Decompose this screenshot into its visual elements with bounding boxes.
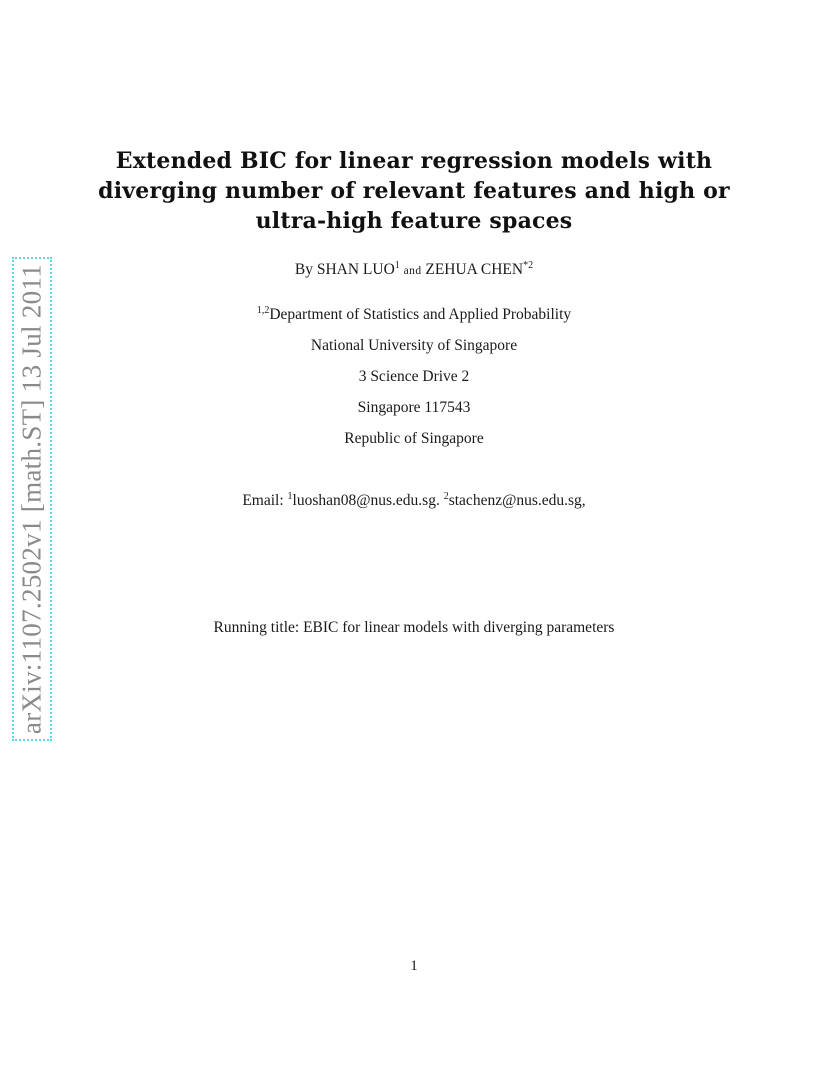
author-1-name: SHAN LUO	[316, 261, 395, 278]
author-line	[0, 260, 828, 281]
affiliation-university: National University of Singapore	[310, 337, 518, 354]
and-label: and	[403, 265, 422, 277]
title-line-1: Extended BIC for linear regression models with	[115, 148, 713, 174]
email-2-address: stachenz@nus.edu.sg,	[448, 492, 586, 509]
affiliation-country: Republic of Singapore	[344, 430, 484, 447]
author-2-sup: *2	[523, 260, 534, 271]
paper-title	[0, 146, 828, 236]
affiliation-street: 3 Science Drive 2	[358, 368, 470, 385]
title-line-3: ultra-high feature spaces	[255, 208, 573, 234]
affiliation-sup: 1,2	[256, 305, 270, 316]
arxiv-identifier: arXiv:1107.2502v1 [math.ST] 13 Jul 2011	[16, 263, 47, 735]
author-2-name: ZEHUA CHEN	[425, 261, 524, 278]
author-1-sup: 1	[394, 260, 400, 271]
page-number: 1	[410, 958, 418, 974]
affiliation-city: Singapore 117543	[357, 399, 471, 416]
running-title: Running title: EBIC for linear models with diverging parameters	[213, 619, 615, 636]
by-label: By	[294, 261, 313, 278]
affiliation-department	[0, 305, 828, 325]
department-text: Department of Statistics and Applied Probability	[269, 306, 572, 323]
email-label: Email:	[242, 492, 284, 509]
title-line-2: diverging number of relevant features and high or	[98, 178, 730, 204]
email-1-address: luoshan08@nus.edu.sg.	[292, 492, 440, 509]
email-line	[0, 491, 828, 511]
email-2-sup: 2	[443, 491, 449, 502]
email-1-sup: 1	[287, 491, 293, 502]
